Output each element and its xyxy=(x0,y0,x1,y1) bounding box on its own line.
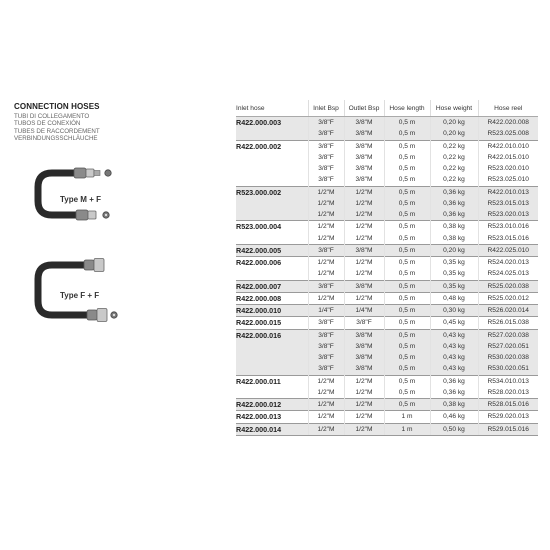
hose-weight-cell: 0,36 kg xyxy=(430,209,478,221)
hose-reel-cell: R523.010.016 xyxy=(478,221,538,233)
hose-reel-cell: R528.020.013 xyxy=(478,387,538,399)
table-row xyxy=(236,163,538,174)
hose-weight-cell: 0,20 kg xyxy=(430,128,478,140)
title-translation-it: TUBI DI COLLEGAMENTO xyxy=(14,113,90,120)
hose-code-cell xyxy=(236,128,308,140)
table-row xyxy=(236,399,538,411)
hose-length-cell: 0,5 m xyxy=(384,341,430,352)
table-row xyxy=(236,292,538,304)
outlet-bsp-cell: 1/2"M xyxy=(344,411,384,423)
hose-code-cell xyxy=(236,209,308,221)
hose-code-cell: R422.000.011 xyxy=(236,375,308,387)
inlet-bsp-cell: 3/8"F xyxy=(308,128,344,140)
hose-code-cell: R422.000.013 xyxy=(236,411,308,423)
table-row xyxy=(236,233,538,245)
hose-length-cell: 0,5 m xyxy=(384,117,430,129)
hose-length-cell: 0,5 m xyxy=(384,209,430,221)
table-body xyxy=(236,117,538,436)
outlet-bsp-cell: 1/2"M xyxy=(344,268,384,280)
outlet-bsp-cell: 1/2"M xyxy=(344,423,384,435)
hose-code-cell: R422.000.015 xyxy=(236,317,308,329)
hose-code-cell xyxy=(236,198,308,209)
outlet-bsp-cell: 3/8"M xyxy=(344,174,384,186)
hose-weight-cell: 0,20 kg xyxy=(430,117,478,129)
table-row xyxy=(236,221,538,233)
hose-code-cell: R422.000.002 xyxy=(236,140,308,152)
table-row xyxy=(236,363,538,375)
hose-reel-cell: R530.020.051 xyxy=(478,363,538,375)
hose-reel-cell: R523.015.016 xyxy=(478,233,538,245)
hose-reel-cell: R525.020.038 xyxy=(478,280,538,292)
hose-reel-cell: R523.025.010 xyxy=(478,174,538,186)
hose-reel-cell: R422.010.010 xyxy=(478,140,538,152)
table-row xyxy=(236,257,538,269)
hose-weight-cell: 0,36 kg xyxy=(430,186,478,198)
hose-reel-cell: R422.015.010 xyxy=(478,152,538,163)
hose-weight-cell: 0,36 kg xyxy=(430,375,478,387)
hose-length-cell: 0,5 m xyxy=(384,140,430,152)
outlet-bsp-cell: 1/2"M xyxy=(344,186,384,198)
hose-length-cell: 0,5 m xyxy=(384,329,430,341)
hose-code-cell: R422.000.012 xyxy=(236,399,308,411)
hose-length-cell: 0,5 m xyxy=(384,375,430,387)
table-row xyxy=(236,317,538,329)
hose-code-cell xyxy=(236,163,308,174)
hose-length-cell: 0,5 m xyxy=(384,352,430,363)
table-row xyxy=(236,329,538,341)
inlet-bsp-cell: 1/2"M xyxy=(308,375,344,387)
outlet-bsp-cell: 1/2"M xyxy=(344,198,384,209)
hose-weight-cell: 0,43 kg xyxy=(430,329,478,341)
hose-reel-cell: R523.020.010 xyxy=(478,163,538,174)
hose-weight-cell: 0,22 kg xyxy=(430,152,478,163)
hose-weight-cell: 0,22 kg xyxy=(430,140,478,152)
hose-length-cell: 0,5 m xyxy=(384,292,430,304)
hose-reel-cell: R422.025.010 xyxy=(478,244,538,256)
hose-reel-cell: R527.020.051 xyxy=(478,341,538,352)
table-row xyxy=(236,117,538,129)
hose-reel-cell: R523.015.013 xyxy=(478,198,538,209)
col-header-outlet-bsp: Outlet Bsp xyxy=(344,100,384,117)
hose-code-cell: R523.000.002 xyxy=(236,186,308,198)
inlet-bsp-cell: 1/2"M xyxy=(308,198,344,209)
hose-m-f-label: Type M + F xyxy=(60,195,101,204)
hose-code-cell: R422.000.010 xyxy=(236,305,308,317)
hose-length-cell: 0,5 m xyxy=(384,399,430,411)
table-row xyxy=(236,244,538,256)
hose-reel-cell: R526.020.014 xyxy=(478,305,538,317)
hose-code-cell: R523.000.004 xyxy=(236,221,308,233)
outlet-bsp-cell: 1/2"M xyxy=(344,399,384,411)
hose-weight-cell: 0,48 kg xyxy=(430,292,478,304)
hose-code-cell xyxy=(236,268,308,280)
hose-code-cell xyxy=(236,363,308,375)
col-header-hose-length: Hose length xyxy=(384,100,430,117)
hose-reel-cell: R534.010.013 xyxy=(478,375,538,387)
outlet-bsp-cell: 1/2"M xyxy=(344,209,384,221)
outlet-bsp-cell: 1/2"M xyxy=(344,387,384,399)
hose-length-cell: 0,5 m xyxy=(384,280,430,292)
inlet-bsp-cell: 1/2"M xyxy=(308,292,344,304)
table-row xyxy=(236,174,538,186)
outlet-bsp-cell: 3/8"M xyxy=(344,280,384,292)
hose-code-cell: R422.000.007 xyxy=(236,280,308,292)
outlet-bsp-cell: 1/2"M xyxy=(344,221,384,233)
outlet-bsp-cell: 1/2"M xyxy=(344,375,384,387)
inlet-bsp-cell: 3/8"F xyxy=(308,140,344,152)
hose-weight-cell: 0,38 kg xyxy=(430,399,478,411)
inlet-bsp-cell: 1/2"M xyxy=(308,268,344,280)
hose-weight-cell: 0,22 kg xyxy=(430,163,478,174)
heading-block xyxy=(14,102,224,142)
hose-length-cell: 0,5 m xyxy=(384,244,430,256)
hose-length-cell: 0,5 m xyxy=(384,363,430,375)
hose-reel-cell: R525.020.012 xyxy=(478,292,538,304)
inlet-bsp-cell: 1/2"M xyxy=(308,209,344,221)
col-header-hose-weight: Hose weight xyxy=(430,100,478,117)
outlet-bsp-cell: 3/8"M xyxy=(344,128,384,140)
hose-code-cell xyxy=(236,352,308,363)
hose-length-cell: 0,5 m xyxy=(384,163,430,174)
inlet-bsp-cell: 1/2"M xyxy=(308,186,344,198)
hose-weight-cell: 0,43 kg xyxy=(430,341,478,352)
hose-code-cell xyxy=(236,174,308,186)
inlet-bsp-cell: 3/8"F xyxy=(308,152,344,163)
hose-reel-cell: R529.020.013 xyxy=(478,411,538,423)
inlet-bsp-cell: 1/2"M xyxy=(308,257,344,269)
hose-weight-cell: 0,43 kg xyxy=(430,363,478,375)
hose-weight-cell: 0,38 kg xyxy=(430,221,478,233)
hose-code-cell: R422.000.005 xyxy=(236,244,308,256)
hose-weight-cell: 0,35 kg xyxy=(430,257,478,269)
hose-code-cell: R422.000.008 xyxy=(236,292,308,304)
inlet-bsp-cell: 1/4"F xyxy=(308,305,344,317)
inlet-bsp-cell: 3/8"F xyxy=(308,174,344,186)
hose-reel-cell: R528.015.016 xyxy=(478,399,538,411)
inlet-bsp-cell: 3/8"F xyxy=(308,117,344,129)
hose-length-cell: 0,5 m xyxy=(384,221,430,233)
table-row xyxy=(236,209,538,221)
title-translation-fr: TUBES DE RACCORDEMENT xyxy=(14,127,100,135)
outlet-bsp-cell: 3/8"M xyxy=(344,152,384,163)
hose-length-cell: 0,5 m xyxy=(384,317,430,329)
outlet-bsp-cell: 1/2"M xyxy=(344,257,384,269)
inlet-bsp-cell: 3/8"F xyxy=(308,329,344,341)
hose-f-f-label: Type F + F xyxy=(60,291,100,300)
hose-code-cell xyxy=(236,387,308,399)
inlet-bsp-cell: 3/8"F xyxy=(308,363,344,375)
table-header-row xyxy=(236,100,538,117)
inlet-bsp-cell: 3/8"F xyxy=(308,341,344,352)
inlet-bsp-cell: 3/8"F xyxy=(308,163,344,174)
hose-code-cell: R422.000.016 xyxy=(236,329,308,341)
inlet-bsp-cell: 1/2"M xyxy=(308,423,344,435)
hose-code-cell xyxy=(236,152,308,163)
hose-reel-cell: R529.015.016 xyxy=(478,423,538,435)
outlet-bsp-cell: 3/8"M xyxy=(344,341,384,352)
inlet-bsp-cell: 3/8"F xyxy=(308,352,344,363)
hose-weight-cell: 0,45 kg xyxy=(430,317,478,329)
inlet-bsp-cell: 1/2"M xyxy=(308,387,344,399)
hose-reel-cell: R523.025.008 xyxy=(478,128,538,140)
outlet-bsp-cell: 3/8"M xyxy=(344,352,384,363)
table-row xyxy=(236,423,538,435)
hose-length-cell: 0,5 m xyxy=(384,198,430,209)
table-row xyxy=(236,152,538,163)
col-header-inlet-hose: Inlet hose xyxy=(236,100,308,117)
outlet-bsp-cell: 3/8"M xyxy=(344,140,384,152)
hose-code-cell: R422.000.006 xyxy=(236,257,308,269)
hose-weight-cell: 0,20 kg xyxy=(430,244,478,256)
inlet-bsp-cell: 3/8"F xyxy=(308,280,344,292)
hose-length-cell: 0,5 m xyxy=(384,257,430,269)
hose-weight-cell: 0,38 kg xyxy=(430,233,478,245)
hose-image-m-f xyxy=(30,165,230,240)
hose-reel-cell: R527.020.038 xyxy=(478,329,538,341)
inlet-bsp-cell: 1/2"M xyxy=(308,399,344,411)
table-row xyxy=(236,140,538,152)
hose-weight-cell: 0,36 kg xyxy=(430,387,478,399)
hose-length-cell: 0,5 m xyxy=(384,174,430,186)
table-row xyxy=(236,387,538,399)
outlet-bsp-cell: 3/8"M xyxy=(344,363,384,375)
hose-image-f-f xyxy=(30,255,230,335)
inlet-bsp-cell: 3/8"F xyxy=(308,317,344,329)
hose-weight-cell: 0,22 kg xyxy=(430,174,478,186)
outlet-bsp-cell: 1/2"M xyxy=(344,233,384,245)
table-row xyxy=(236,341,538,352)
hose-weight-cell: 0,35 kg xyxy=(430,280,478,292)
table-row xyxy=(236,268,538,280)
outlet-bsp-cell: 3/8"M xyxy=(344,163,384,174)
outlet-bsp-cell: 1/2"M xyxy=(344,292,384,304)
table-row xyxy=(236,128,538,140)
hose-length-cell: 0,5 m xyxy=(384,387,430,399)
hose-spec-table xyxy=(236,100,538,436)
hose-weight-cell: 0,50 kg xyxy=(430,423,478,435)
hose-reel-cell: R523.020.013 xyxy=(478,209,538,221)
outlet-bsp-cell: 3/8"F xyxy=(344,317,384,329)
table-row xyxy=(236,375,538,387)
inlet-bsp-cell: 1/2"M xyxy=(308,411,344,423)
hose-length-cell: 0,5 m xyxy=(384,268,430,280)
inlet-bsp-cell: 3/8"F xyxy=(308,244,344,256)
hose-weight-cell: 0,35 kg xyxy=(430,268,478,280)
hose-length-cell: 1 m xyxy=(384,411,430,423)
hose-length-cell: 1 m xyxy=(384,423,430,435)
table-row xyxy=(236,280,538,292)
table-row xyxy=(236,186,538,198)
outlet-bsp-cell: 3/8"M xyxy=(344,329,384,341)
hose-weight-cell: 0,43 kg xyxy=(430,352,478,363)
hose-reel-cell: R530.020.038 xyxy=(478,352,538,363)
hose-length-cell: 0,5 m xyxy=(384,186,430,198)
table-row xyxy=(236,305,538,317)
hose-reel-cell: R422.020.008 xyxy=(478,117,538,129)
title-translation-es: TUBOS DE CONEXIÓN xyxy=(14,120,81,128)
hose-weight-cell: 0,36 kg xyxy=(430,198,478,209)
title-translation-de: VERBINDUNGSSCHLÄUCHE xyxy=(14,134,98,142)
inlet-bsp-cell: 1/2"M xyxy=(308,233,344,245)
hose-length-cell: 0,5 m xyxy=(384,305,430,317)
hose-length-cell: 0,5 m xyxy=(384,152,430,163)
outlet-bsp-cell: 1/4"M xyxy=(344,305,384,317)
hose-weight-cell: 0,30 kg xyxy=(430,305,478,317)
hose-reel-cell: R526.015.038 xyxy=(478,317,538,329)
page-title: CONNECTION HOSES xyxy=(14,102,100,111)
hose-code-cell xyxy=(236,341,308,352)
col-header-inlet-bsp: Inlet Bsp xyxy=(308,100,344,117)
hose-length-cell: 0,5 m xyxy=(384,128,430,140)
outlet-bsp-cell: 3/8"M xyxy=(344,117,384,129)
hose-length-cell: 0,5 m xyxy=(384,233,430,245)
hose-reel-cell: R524.020.013 xyxy=(478,257,538,269)
hose-weight-cell: 0,46 kg xyxy=(430,411,478,423)
table-row xyxy=(236,198,538,209)
inlet-bsp-cell: 1/2"M xyxy=(308,221,344,233)
hose-reel-cell: R524.025.013 xyxy=(478,268,538,280)
hose-code-cell: R422.000.003 xyxy=(236,117,308,129)
hose-code-cell xyxy=(236,233,308,245)
hose-code-cell: R422.000.014 xyxy=(236,423,308,435)
outlet-bsp-cell: 3/8"M xyxy=(344,244,384,256)
table-row xyxy=(236,411,538,423)
hose-reel-cell: R422.010.013 xyxy=(478,186,538,198)
col-header-hose-reel: Hose reel xyxy=(478,100,538,117)
table-row xyxy=(236,352,538,363)
